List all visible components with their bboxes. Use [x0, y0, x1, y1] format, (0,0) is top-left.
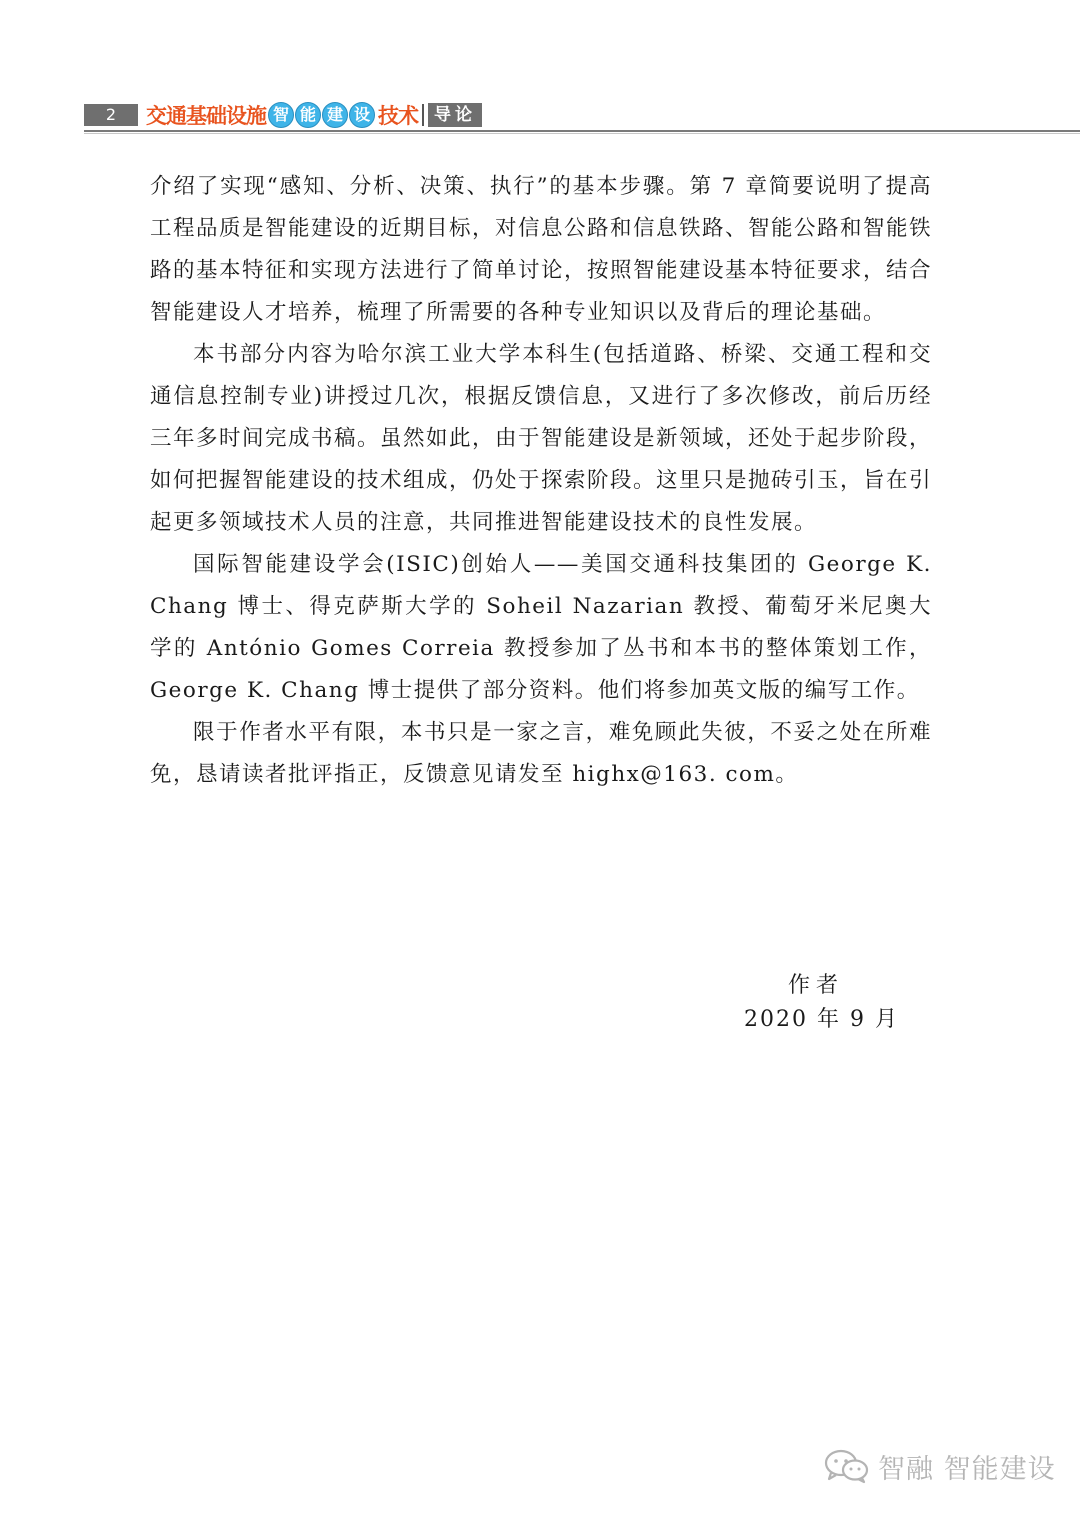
watermark [822, 1446, 1056, 1486]
running-header [84, 100, 1080, 134]
book-title-bubbles [268, 102, 376, 128]
page-number: 2 [84, 104, 138, 126]
header-rule-thin [84, 133, 1080, 134]
header-divider [422, 104, 424, 126]
title-bubble: 建 [322, 102, 348, 128]
book-title-prefix: 交通基础设施 [146, 103, 266, 128]
title-bubble: 智 [268, 102, 294, 128]
title-bubble: 能 [295, 102, 321, 128]
body-text [150, 166, 932, 796]
title-bubble: 设 [349, 102, 375, 128]
chapter-tag: 导论 [428, 103, 482, 127]
signature-date: 2020 年 9 月 [744, 1007, 899, 1032]
book-title [146, 100, 482, 130]
paragraph: 国际智能建设学会(ISIC)创始人——美国交通科技集团的 George K. Chang 博士、得克萨斯大学的 Soheil Nazarian 教授、葡萄牙米尼奥大学的 António Gomes Correia 教授参加了丛书和本书的整体策划工作，George K. Chang 博士提供了部分资料。他们将参加英文版的编写工作。 [150, 552, 932, 703]
paragraph: 介绍了实现“感知、分析、决策、执行”的基本步骤。第 7 章简要说明了提高工程品质是智能建设的近期目标，对信息公路和信息铁路、智能公路和智能铁路的基本特征和实现方法进行了简单讨论，按照智能建设基本特征要求，结合智能建设人才培养，梳理了所需要的各种专业知识以及背后的理论基础。 [150, 174, 933, 325]
book-title-suffix: 技术 [378, 103, 418, 128]
signature-author: 作者 [788, 973, 845, 998]
header-rule [84, 130, 1080, 132]
paragraph: 本书部分内容为哈尔滨工业大学本科生(包括道路、桥梁、交通工程和交通信息控制专业)讲授过几次，根据反馈信息，又进行了多次修改，前后历经三年多时间完成书稿。虽然如此，由于智能建设是新领域，还处于起步阶段，如何把握智能建设的技术组成，仍处于探索阶段。这里只是抛砖引玉，旨在引起更多领域技术人员的注意，共同推进智能建设技术的良性发展。 [150, 342, 933, 535]
paragraph: 限于作者水平有限，本书只是一家之言，难免顾此失彼，不妥之处在所难免，恳请读者批评指正，反馈意见请发至 highx@163. com。 [150, 720, 932, 787]
watermark-text: 智融 智能建设 [878, 1453, 1056, 1485]
wechat-icon [822, 1448, 870, 1484]
